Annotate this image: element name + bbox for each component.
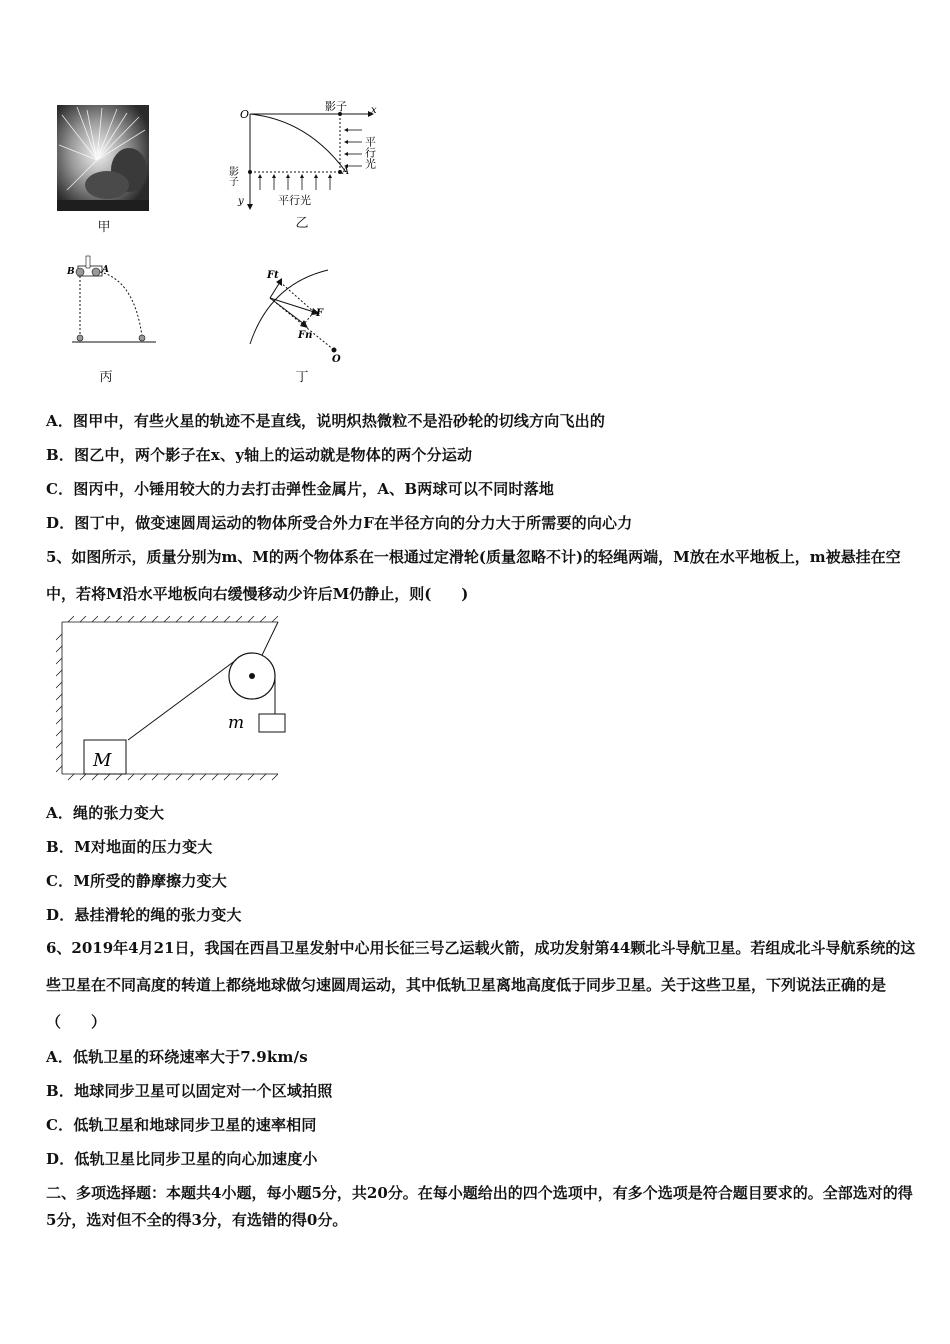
figure-yi-caption: 乙 (295, 216, 309, 231)
label-b: B (67, 267, 75, 277)
section2-intro: 二、多项选择题：本题共4小题，每小题5分，共20分。在每小题给出的四个选项中，有多个选项是符合题目要求的。全部选对的得5分，选对但不全的得3分，有选错的得0分。 (46, 1184, 913, 1229)
q6-option-b: B．地球同步卫星可以固定对一个区域拍照 (46, 1082, 333, 1100)
label-shadow-left: 影子 (226, 166, 238, 186)
q5-stem: 5、如图所示，质量分别为m、M的两个物体系在一根通过定滑轮(质量忽略不计)的轻绳两端，M放在水平地板上，m被悬挂在空中，若将M沿水平地板向右缓慢移动少许后M仍静止，则( ) (46, 548, 901, 603)
figure-yi-diagram (228, 100, 388, 212)
q6-stem: 6、2019年4月21日，我国在西昌卫星发射中心用长征三号乙运载火箭，成功发射第44颗北斗导航卫星。若组成北斗导航系统的这些卫星在不同高度的转道上都绕地球做匀速圆周运动，其中低轨卫星离地高度低于同步卫星。关于这些卫星，下列说法正确的是（ ） (46, 939, 916, 1031)
q5-option-a: A．绳的张力变大 (46, 804, 165, 822)
label-m-small: m (228, 713, 245, 733)
q5-option-b: B．M对地面的压力变大 (46, 838, 213, 856)
label-m-big: M (93, 750, 112, 771)
label-parallel-light-right: 平行光 (363, 136, 377, 169)
figure-ding-caption: 丁 (295, 370, 309, 385)
q6-option-c: C．低轨卫星和地球同步卫星的速率相同 (46, 1116, 317, 1134)
label-x: x (371, 105, 377, 116)
figure-ding-diagram (240, 264, 360, 364)
label-f: F (316, 308, 324, 319)
q5-pulley-diagram (52, 614, 292, 790)
figure-jia-photo (57, 105, 149, 211)
q4-option-b: B．图乙中，两个影子在x、y轴上的运动就是物体的两个分运动 (46, 446, 473, 464)
label-a: A (342, 166, 350, 177)
figure-bing-diagram (62, 250, 162, 350)
label-shadow-top: 影子 (325, 100, 347, 113)
q4-option-d: D．图丁中，做变速圆周运动的物体所受合外力F在半径方向的分力大于所需要的向心力 (46, 514, 633, 532)
label-ft: Ft (267, 270, 279, 281)
q5-option-d: D．悬挂滑轮的绳的张力变大 (46, 906, 242, 924)
label-o: O (240, 108, 250, 121)
figure-jia-caption: 甲 (97, 220, 111, 235)
q4-option-a: A．图甲中，有些火星的轨迹不是直线，说明炽热微粒不是沿砂轮的切线方向飞出的 (46, 412, 606, 430)
label-o: O (332, 354, 341, 365)
sparks-photo (57, 105, 149, 211)
label-fn: Fn (298, 330, 313, 341)
q6-option-a: A．低轨卫星的环绕速率大于7.9km/s (46, 1048, 308, 1066)
label-a: A (102, 265, 109, 275)
label-y: y (238, 196, 244, 207)
q5-option-c: C．M所受的静摩擦力变大 (46, 872, 227, 890)
label-parallel-light-bottom: 平行光 (278, 194, 311, 207)
q6-option-d: D．低轨卫星比同步卫星的向心加速度小 (46, 1150, 318, 1168)
figure-bing-caption: 丙 (99, 370, 113, 385)
q4-option-c: C．图丙中，小锤用较大的力去打击弹性金属片，A、B两球可以不同时落地 (46, 480, 555, 498)
